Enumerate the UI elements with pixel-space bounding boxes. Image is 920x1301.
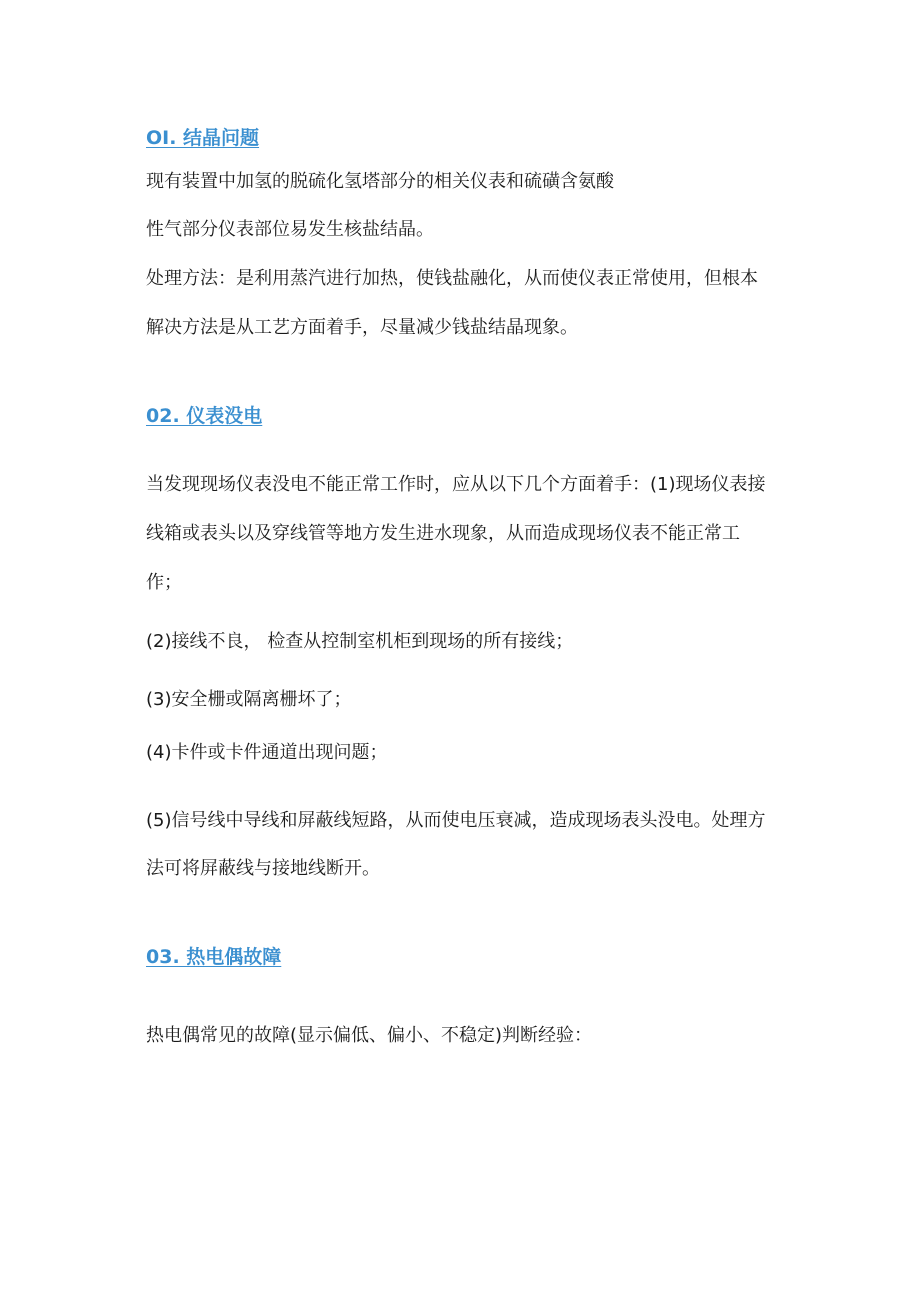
paragraph-line: 处理方法：是利用蒸汽进行加热，使钱盐融化，从而使仪表正常使用，但根本 xyxy=(146,268,758,289)
paragraph-line: 法可将屏蔽线与接地线断开。 xyxy=(146,858,380,879)
paragraph-line: (3)安全栅或隔离栅坏了； xyxy=(146,689,352,710)
paragraph-line: 性气部分仪表部位易发生核盐结晶。 xyxy=(146,219,434,240)
paragraph-line: 当发现现场仪表没电不能正常工作时，应从以下几个方面着手：(1)现场仪表接 xyxy=(146,474,766,495)
paragraph-line: (2)接线不良， 检查从控制室机柜到现场的所有接线； xyxy=(146,631,574,652)
paragraph-line: 现有装置中加氢的脱硫化氢塔部分的相关仪表和硫磺含氨酸 xyxy=(146,171,614,192)
paragraph-line: 线箱或表头以及穿线管等地方发生进水现象，从而造成现场仪表不能正常工 xyxy=(146,523,740,544)
paragraph-line: 解决方法是从工艺方面着手，尽量减少钱盐结晶现象。 xyxy=(146,317,578,338)
paragraph-line: (4)卡件或卡件通道出现问题； xyxy=(146,742,388,763)
section-heading-thermocouple-fault: 03. 热电偶故障 xyxy=(146,946,282,968)
paragraph-line: 热电偶常见的故障(显示偏低、偏小、不稳定)判断经验： xyxy=(146,1025,593,1046)
section-heading-crystallization: OI. 结晶问题 xyxy=(146,127,260,149)
section-heading-no-power: 02. 仪表没电 xyxy=(146,405,263,427)
paragraph-line: 作； xyxy=(146,572,182,593)
paragraph-line: (5)信号线中导线和屏蔽线短路，从而使电压衰减，造成现场表头没电。处理方 xyxy=(146,810,766,831)
